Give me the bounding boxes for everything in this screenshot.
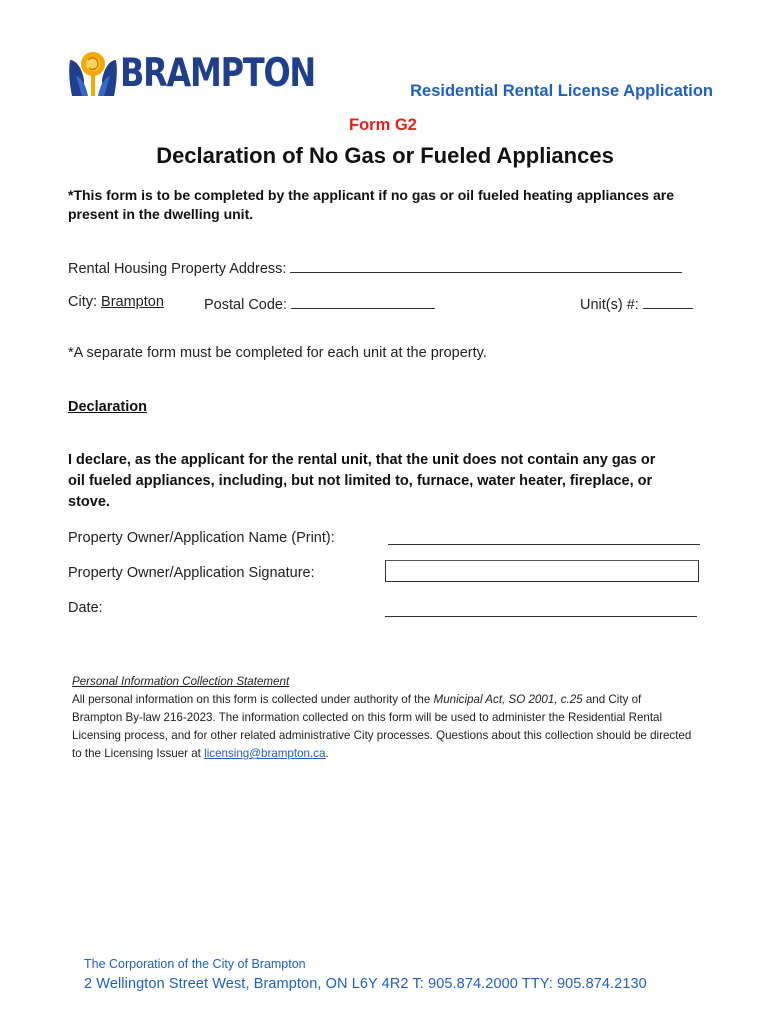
address-row bbox=[68, 258, 682, 277]
owner-name-field[interactable] bbox=[388, 528, 700, 545]
postal-code-label: Postal Code: bbox=[204, 297, 288, 313]
signature-label: Property Owner/Application Signature: bbox=[68, 565, 315, 581]
brampton-logo bbox=[68, 50, 315, 98]
privacy-act: Municipal Act, SO 2001, c.25 bbox=[433, 693, 583, 706]
footer-address: 2 Wellington Street West, Brampton, ON L6Y 4R2 T: 905.874.2000 TTY: 905.874.2130 bbox=[84, 976, 647, 992]
owner-name-label: Property Owner/Application Name (Print): bbox=[68, 530, 335, 546]
city-row bbox=[68, 294, 164, 310]
logo-wordmark: BRAMPTON bbox=[120, 51, 315, 96]
privacy-text-1: All personal information on this form is collected under authority of the bbox=[72, 693, 431, 706]
intro-note: *This form is to be completed by the applicant if no gas or oil fueled heating appliances are present in the dwelling unit. bbox=[68, 187, 674, 222]
date-field[interactable] bbox=[385, 600, 697, 617]
privacy-text-end: . bbox=[325, 747, 329, 760]
date-label: Date: bbox=[68, 600, 103, 616]
licensing-email-link[interactable]: licensing@brampton.ca bbox=[204, 747, 326, 760]
declaration-heading: Declaration bbox=[68, 399, 147, 415]
page-title: Declaration of No Gas or Fueled Appliances bbox=[156, 143, 614, 168]
address-label: Rental Housing Property Address: bbox=[68, 261, 287, 277]
postal-code-field[interactable] bbox=[291, 294, 435, 309]
declaration-text: I declare, as the applicant for the rental unit, that the unit does not contain any gas or oil fueled appliances, including, but not limited to, furnace, water heater, fireplace, or stove. bbox=[68, 452, 656, 510]
city-label: City: bbox=[68, 294, 97, 310]
footer-corporation: The Corporation of the City of Brampton bbox=[84, 957, 306, 971]
address-field[interactable] bbox=[290, 258, 682, 273]
units-label: Unit(s) #: bbox=[580, 297, 639, 313]
postal-code-row bbox=[204, 294, 435, 313]
separate-form-note: *A separate form must be completed for each unit at the property. bbox=[68, 345, 487, 361]
units-row bbox=[580, 294, 693, 313]
brampton-flower-icon bbox=[68, 50, 118, 98]
privacy-title: Personal Information Collection Statement bbox=[72, 675, 290, 688]
application-title: Residential Rental License Application bbox=[410, 82, 713, 100]
privacy-text-2: and City of Brampton By-law 216-2023. The information collected on this form will be used to administer the Residential Rental Licensing process, and for other related administrative City processes. Questions about this collection should be directed to the Licensing Issuer at bbox=[72, 693, 692, 760]
form-code: Form G2 bbox=[349, 116, 417, 134]
units-field[interactable] bbox=[643, 294, 693, 309]
signature-field[interactable] bbox=[385, 560, 699, 582]
city-value: Brampton bbox=[101, 294, 164, 310]
privacy-statement bbox=[72, 673, 692, 763]
